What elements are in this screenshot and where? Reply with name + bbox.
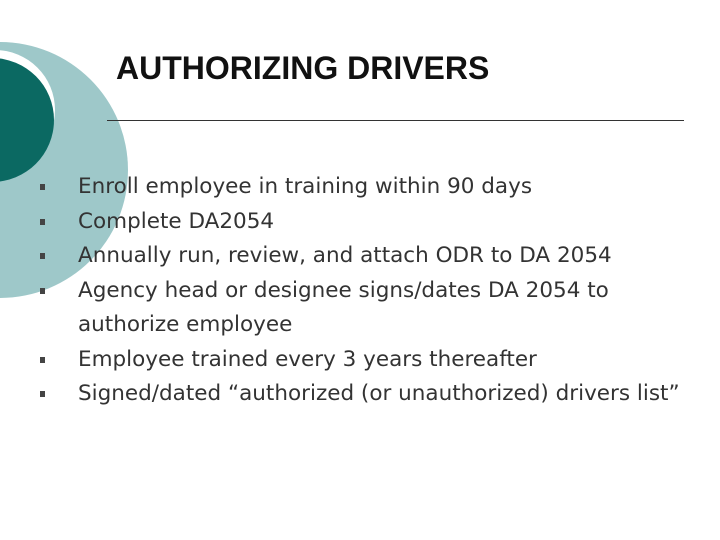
bullet-text: Annually run, review, and attach ODR to DA 2054 [78, 243, 612, 268]
bullet-item [40, 205, 710, 240]
bullet-item [40, 239, 710, 274]
bullet-item [40, 274, 710, 343]
bullet-square-icon [40, 253, 45, 259]
bullet-item [40, 377, 710, 412]
bullet-square-icon [40, 219, 45, 225]
slide-title: AUTHORIZING DRIVERS [116, 50, 490, 86]
bullet-square-icon [40, 391, 45, 397]
bullet-item [40, 170, 710, 205]
bullet-list [40, 170, 710, 412]
bullet-square-icon [40, 288, 45, 294]
bullet-text: Enroll employee in training within 90 days [78, 174, 533, 199]
title-divider [107, 120, 684, 121]
bullet-square-icon [40, 357, 45, 363]
bullet-item [40, 343, 710, 378]
bullet-square-icon [40, 184, 45, 190]
bullet-text: Complete DA2054 [78, 208, 275, 234]
bullet-text: Agency head or designee signs/dates DA 2054 to authorize employee [78, 277, 609, 337]
bullet-text: Signed/dated “authorized (or unauthorized) drivers list” [78, 381, 680, 406]
bullet-text: Employee trained every 3 years thereafter [78, 346, 537, 372]
